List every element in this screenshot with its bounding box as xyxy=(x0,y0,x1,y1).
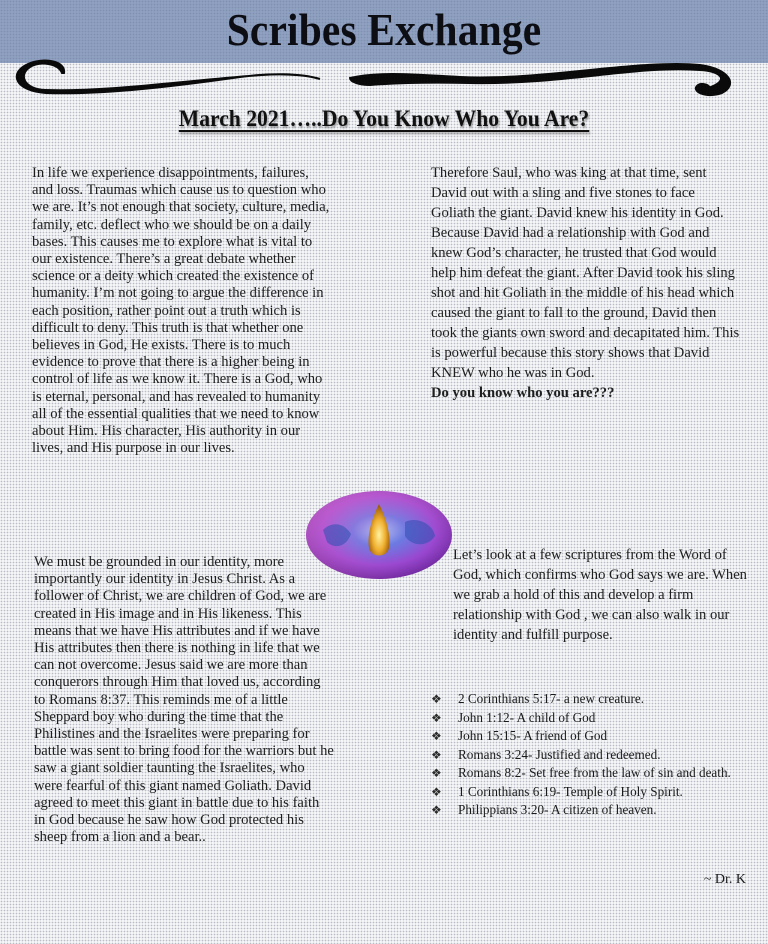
closing-question: Do you know who you are??? xyxy=(431,385,615,401)
diamond-bullet-icon: ❖ xyxy=(431,784,442,799)
diamond-bullet-icon: ❖ xyxy=(431,729,442,743)
masthead-banner xyxy=(0,0,768,63)
decorative-swirl-divider xyxy=(0,55,768,105)
identity-paragraph: We must be grounded in our identity, more importantly our identity in Jesus Christ. As a follower of Christ, we are children of God, we are created in His image and in His likeness. This means that we have His attributes and if we have His attributes then there is nothing in life that we can not overcome. Jesus said we are more than conquerors through Him that loved us, according to Romans 8:37. This reminds me of a little Sheppard boy who during the time that the Philistines and the Israelites were preparing for battle was sent to bring food for the warriors but he saw a giant soldier taunting the Israelites, who were fearful of this giant named Goliath. David agreed to meet this giant in battle due to his faith in God because he saw how God protected his sheep from a lion and a bear.. xyxy=(34,554,334,846)
diamond-bullet-icon: ❖ xyxy=(431,803,442,817)
newsletter-title: Scribes Exchange xyxy=(226,5,542,55)
scripture-item: ❖ John 1:12- A child of God xyxy=(431,709,751,728)
scripture-item: ❖ 1 Corinthians 6:19- Temple of Holy Spirit. xyxy=(431,783,751,802)
david-story-paragraph xyxy=(431,163,741,403)
scripture-item: ❖ 2 Corinthians 5:17- a new creature. xyxy=(431,690,751,709)
scriptures-intro-paragraph xyxy=(431,545,751,645)
david-story-text: Therefore Saul, who was king at that time, sent David out with a sling and five stones to face Goliath the giant. David knew his identity in God. Because David had a relationship with God and knew God’s character, he trusted that God would help him defeat the giant. After David took his sling shot and hit Goliath in the middle of his head which caused the giant to fall to the ground, David then took the giants own sword and decapitated him. This is powerful because this story shows that David KNEW who he was in God. xyxy=(431,165,740,381)
diamond-bullet-icon: ❖ xyxy=(431,747,442,762)
intro-paragraph: In life we experience disappointments, failures, and loss. Traumas which cause us to question who we are. It’s not enough that society, culture, media, family, etc. deflect who we should be on a daily bases. This causes me to explore what is vital to our existence. There’s a great debate whether science or a deity which created the existence of humanity. I’m not going to argue the difference in each position, rather point out a truth which is difficult to deny. This truth is that whether one believes in God, He exists. There is to much evidence to prove that there is a higher being in control of life as we know it. There is a God, who is eternal, personal, and has revealed to humanity all of the essential qualities that we need to know about Him. His character, His authority in our lives, and His purpose in our lives. xyxy=(32,165,330,457)
scriptures-intro-text: Let’s look at a few scriptures from the Word of God, which confirms who God says we are. When we grab a hold of this and develop a firm relationship with God , we can also walk in our identity and fulfill purpose. xyxy=(453,547,747,643)
author-signature: ~ Dr. K xyxy=(703,872,746,887)
scripture-item: ❖ Romans 3:24- Justified and redeemed. xyxy=(431,746,751,765)
scripture-item: ❖ John 15:15- A friend of God xyxy=(431,727,751,746)
diamond-bullet-icon: ❖ xyxy=(431,766,442,780)
scripture-list xyxy=(431,690,751,820)
scripture-item: ❖ Philippians 3:20- A citizen of heaven. xyxy=(431,801,751,820)
scripture-item: ❖ Romans 8:2- Set free from the law of sin and death. xyxy=(431,764,751,783)
diamond-bullet-icon: ❖ xyxy=(431,710,442,725)
issue-headline: March 2021…..Do You Know Who You Are? xyxy=(178,106,590,131)
diamond-bullet-icon: ❖ xyxy=(431,692,442,706)
